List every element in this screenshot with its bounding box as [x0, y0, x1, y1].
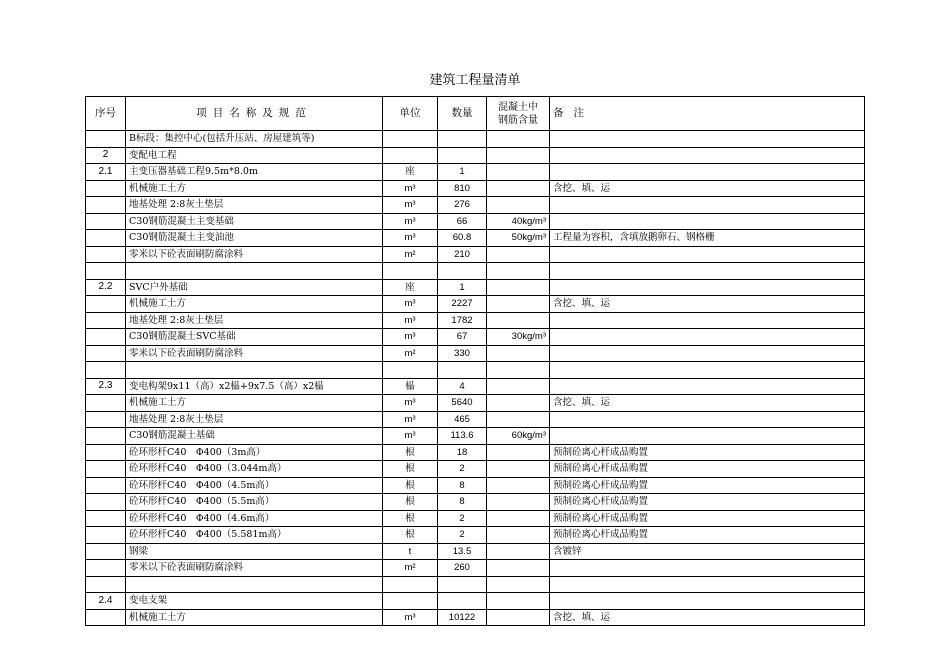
table-row [86, 543, 865, 560]
cell-steel [487, 411, 550, 428]
cell-unit [383, 362, 438, 379]
cell-qty: 8 [438, 494, 487, 511]
cell-name: 地基处理 2:8灰土垫层 [126, 312, 383, 329]
table-row [86, 312, 865, 329]
cell-steel [487, 593, 550, 610]
quantity-table [85, 96, 865, 626]
cell-unit: m³ [383, 609, 438, 626]
cell-unit [383, 593, 438, 610]
cell-unit: 根 [383, 494, 438, 511]
cell-steel: 40kg/m³ [487, 213, 550, 230]
cell-name: 零米以下砼表面刷防腐涂料 [126, 246, 383, 263]
cell-note: 含挖、填、运 [550, 296, 865, 313]
cell-note: 含挖、填、运 [550, 609, 865, 626]
cell-note: 预制砼离心杆成品购置 [550, 461, 865, 478]
table-row [86, 180, 865, 197]
cell-note: 含镀锌 [550, 543, 865, 560]
cell-name: 地基处理 2:8灰土垫层 [126, 411, 383, 428]
cell-unit: m³ [383, 329, 438, 346]
cell-qty: 8 [438, 477, 487, 494]
table-row [86, 263, 865, 280]
cell-steel [487, 609, 550, 626]
cell-unit: m³ [383, 395, 438, 412]
cell-steel [487, 444, 550, 461]
cell-note: 预制砼离心杆成品购置 [550, 444, 865, 461]
cell-unit: t [383, 543, 438, 560]
cell-no: 2 [86, 147, 126, 164]
cell-name: 砼环形杆C40 Φ400（3m高） [126, 444, 383, 461]
cell-qty: 1 [438, 164, 487, 181]
header-steel-line2: 钢筋含量 [498, 114, 538, 126]
cell-qty: 210 [438, 246, 487, 263]
cell-name: 机械施工土方 [126, 395, 383, 412]
cell-no [86, 362, 126, 379]
cell-name: 变配电工程 [126, 147, 383, 164]
table-row [86, 444, 865, 461]
header-no: 序号 [86, 97, 126, 131]
cell-note [550, 197, 865, 214]
cell-unit: m³ [383, 197, 438, 214]
cell-no: 2.3 [86, 378, 126, 395]
cell-note [550, 345, 865, 362]
cell-note [550, 164, 865, 181]
cell-steel [487, 378, 550, 395]
cell-unit: m³ [383, 312, 438, 329]
cell-steel [487, 527, 550, 544]
cell-unit: m³ [383, 428, 438, 445]
cell-unit: 根 [383, 527, 438, 544]
cell-note [550, 378, 865, 395]
cell-unit: 根 [383, 510, 438, 527]
cell-name: C30钢筋混凝土基础 [126, 428, 383, 445]
cell-steel [487, 560, 550, 577]
table-row [86, 279, 865, 296]
cell-note [550, 362, 865, 379]
table-row [86, 131, 865, 148]
cell-no [86, 246, 126, 263]
cell-unit: 座 [383, 279, 438, 296]
cell-qty: 465 [438, 411, 487, 428]
cell-name: 机械施工土方 [126, 296, 383, 313]
cell-name: 主变压器基础工程9.5m*8.0m [126, 164, 383, 181]
cell-note [550, 312, 865, 329]
cell-no [86, 180, 126, 197]
cell-name: 钢梁 [126, 543, 383, 560]
table-row [86, 246, 865, 263]
cell-note [550, 560, 865, 577]
header-unit: 单位 [383, 97, 438, 131]
cell-name: 机械施工土方 [126, 609, 383, 626]
cell-name: 砼环形杆C40 Φ400（5.581m高） [126, 527, 383, 544]
cell-note [550, 246, 865, 263]
cell-name: 机械施工土方 [126, 180, 383, 197]
header-note: 备注 [550, 97, 865, 131]
cell-steel [487, 477, 550, 494]
cell-no [86, 296, 126, 313]
table-row [86, 609, 865, 626]
cell-qty: 66 [438, 213, 487, 230]
cell-note: 工程量为容积，含填放鹅卵石、钢格栅 [550, 230, 865, 247]
cell-no [86, 197, 126, 214]
cell-steel [487, 131, 550, 148]
cell-qty: 276 [438, 197, 487, 214]
cell-note: 预制砼离心杆成品购置 [550, 494, 865, 511]
table-row [86, 197, 865, 214]
cell-no [86, 543, 126, 560]
header-qty: 数量 [438, 97, 487, 131]
cell-no [86, 131, 126, 148]
header-steel [487, 97, 550, 131]
cell-note [550, 147, 865, 164]
cell-steel [487, 345, 550, 362]
cell-steel [487, 543, 550, 560]
cell-unit: m² [383, 560, 438, 577]
table-row [86, 213, 865, 230]
table-row [86, 345, 865, 362]
cell-no [86, 428, 126, 445]
cell-qty: 2 [438, 461, 487, 478]
cell-unit: 榀 [383, 378, 438, 395]
cell-qty: 2227 [438, 296, 487, 313]
cell-name: 地基处理 2:8灰土垫层 [126, 197, 383, 214]
cell-note: 预制砼离心杆成品购置 [550, 510, 865, 527]
cell-note: 含挖、填、运 [550, 395, 865, 412]
table-row [86, 329, 865, 346]
cell-name [126, 576, 383, 593]
cell-steel [487, 147, 550, 164]
table-row [86, 164, 865, 181]
header-steel-line1: 混凝土中 [498, 101, 538, 113]
cell-note: 预制砼离心杆成品购置 [550, 527, 865, 544]
cell-steel [487, 279, 550, 296]
cell-steel [487, 576, 550, 593]
cell-qty: 810 [438, 180, 487, 197]
table-header-row [86, 97, 865, 131]
cell-unit: 根 [383, 444, 438, 461]
cell-steel [487, 312, 550, 329]
cell-no [86, 477, 126, 494]
cell-no [86, 461, 126, 478]
cell-unit: m² [383, 345, 438, 362]
table-row [86, 593, 865, 610]
cell-qty: 1 [438, 279, 487, 296]
cell-unit [383, 576, 438, 593]
cell-name: SVC户外基础 [126, 279, 383, 296]
cell-qty: 10122 [438, 609, 487, 626]
cell-unit: 根 [383, 477, 438, 494]
cell-qty: 18 [438, 444, 487, 461]
cell-name [126, 362, 383, 379]
table-row [86, 477, 865, 494]
cell-unit: m³ [383, 411, 438, 428]
table-row [86, 510, 865, 527]
cell-no [86, 560, 126, 577]
cell-name: B标段：集控中心(包括升压站、房屋建筑等) [126, 131, 383, 148]
cell-unit: m³ [383, 230, 438, 247]
cell-qty: 1782 [438, 312, 487, 329]
cell-note: 含挖、填、运 [550, 180, 865, 197]
cell-name [126, 263, 383, 280]
cell-no [86, 329, 126, 346]
cell-note [550, 263, 865, 280]
cell-qty: 4 [438, 378, 487, 395]
cell-qty: 5640 [438, 395, 487, 412]
page-title: 建筑工程量清单 [429, 73, 521, 88]
cell-steel [487, 246, 550, 263]
cell-steel [487, 395, 550, 412]
cell-no [86, 510, 126, 527]
cell-qty: 2 [438, 527, 487, 544]
table-row [86, 428, 865, 445]
cell-note [550, 329, 865, 346]
cell-unit: m³ [383, 213, 438, 230]
cell-steel [487, 180, 550, 197]
cell-unit [383, 147, 438, 164]
cell-steel: 50kg/m³ [487, 230, 550, 247]
cell-name: C30钢筋混凝土SVC基础 [126, 329, 383, 346]
table-row [86, 395, 865, 412]
table-row [86, 527, 865, 544]
cell-steel [487, 296, 550, 313]
table-row [86, 461, 865, 478]
header-name: 项目名称及规范 [126, 97, 383, 131]
cell-no [86, 230, 126, 247]
cell-no [86, 494, 126, 511]
cell-steel [487, 197, 550, 214]
cell-note [550, 428, 865, 445]
cell-no [86, 263, 126, 280]
cell-qty [438, 576, 487, 593]
cell-steel [487, 461, 550, 478]
cell-no [86, 312, 126, 329]
cell-name: 砼环形杆C40 Φ400（4.6m高） [126, 510, 383, 527]
cell-unit: m² [383, 246, 438, 263]
table-row [86, 411, 865, 428]
cell-qty: 260 [438, 560, 487, 577]
cell-qty: 113.6 [438, 428, 487, 445]
table-row [86, 560, 865, 577]
cell-unit: 根 [383, 461, 438, 478]
cell-qty [438, 593, 487, 610]
table-row [86, 494, 865, 511]
cell-name: 零米以下砼表面刷防腐涂料 [126, 560, 383, 577]
cell-no [86, 345, 126, 362]
cell-qty: 67 [438, 329, 487, 346]
cell-no [86, 609, 126, 626]
cell-name: 砼环形杆C40 Φ400（3.044m高） [126, 461, 383, 478]
table-row [86, 362, 865, 379]
cell-name: 变电构架9x11（高）x2榀+9x7.5（高）x2榀 [126, 378, 383, 395]
table-row [86, 296, 865, 313]
cell-unit: m³ [383, 180, 438, 197]
cell-qty [438, 147, 487, 164]
cell-note: 预制砼离心杆成品购置 [550, 477, 865, 494]
cell-name: C30钢筋混凝土主变油池 [126, 230, 383, 247]
cell-name: 零米以下砼表面刷防腐涂料 [126, 345, 383, 362]
cell-no [86, 527, 126, 544]
cell-no [86, 576, 126, 593]
cell-unit [383, 263, 438, 280]
cell-no [86, 395, 126, 412]
cell-name: 砼环形杆C40 Φ400（4.5m高） [126, 477, 383, 494]
cell-qty [438, 263, 487, 280]
cell-qty [438, 362, 487, 379]
cell-no: 2.4 [86, 593, 126, 610]
cell-no [86, 411, 126, 428]
cell-name: 变电支架 [126, 593, 383, 610]
cell-unit: m³ [383, 296, 438, 313]
table-row [86, 576, 865, 593]
cell-note [550, 131, 865, 148]
cell-note [550, 576, 865, 593]
cell-qty: 2 [438, 510, 487, 527]
cell-name: 砼环形杆C40 Φ400（5.5m高） [126, 494, 383, 511]
cell-no: 2.2 [86, 279, 126, 296]
cell-qty [438, 131, 487, 148]
cell-steel [487, 164, 550, 181]
cell-qty: 60.8 [438, 230, 487, 247]
table-row [86, 147, 865, 164]
cell-name: C30钢筋混凝土主变基础 [126, 213, 383, 230]
cell-no: 2.1 [86, 164, 126, 181]
cell-note [550, 593, 865, 610]
table-row [86, 378, 865, 395]
cell-note [550, 213, 865, 230]
cell-note [550, 279, 865, 296]
table-row [86, 230, 865, 247]
cell-steel [487, 494, 550, 511]
cell-unit [383, 131, 438, 148]
cell-qty: 330 [438, 345, 487, 362]
cell-steel: 30kg/m³ [487, 329, 550, 346]
cell-note [550, 411, 865, 428]
cell-no [86, 213, 126, 230]
cell-steel [487, 263, 550, 280]
cell-unit: 座 [383, 164, 438, 181]
cell-qty: 13.5 [438, 543, 487, 560]
cell-steel: 60kg/m³ [487, 428, 550, 445]
cell-steel [487, 362, 550, 379]
cell-no [86, 444, 126, 461]
cell-steel [487, 510, 550, 527]
